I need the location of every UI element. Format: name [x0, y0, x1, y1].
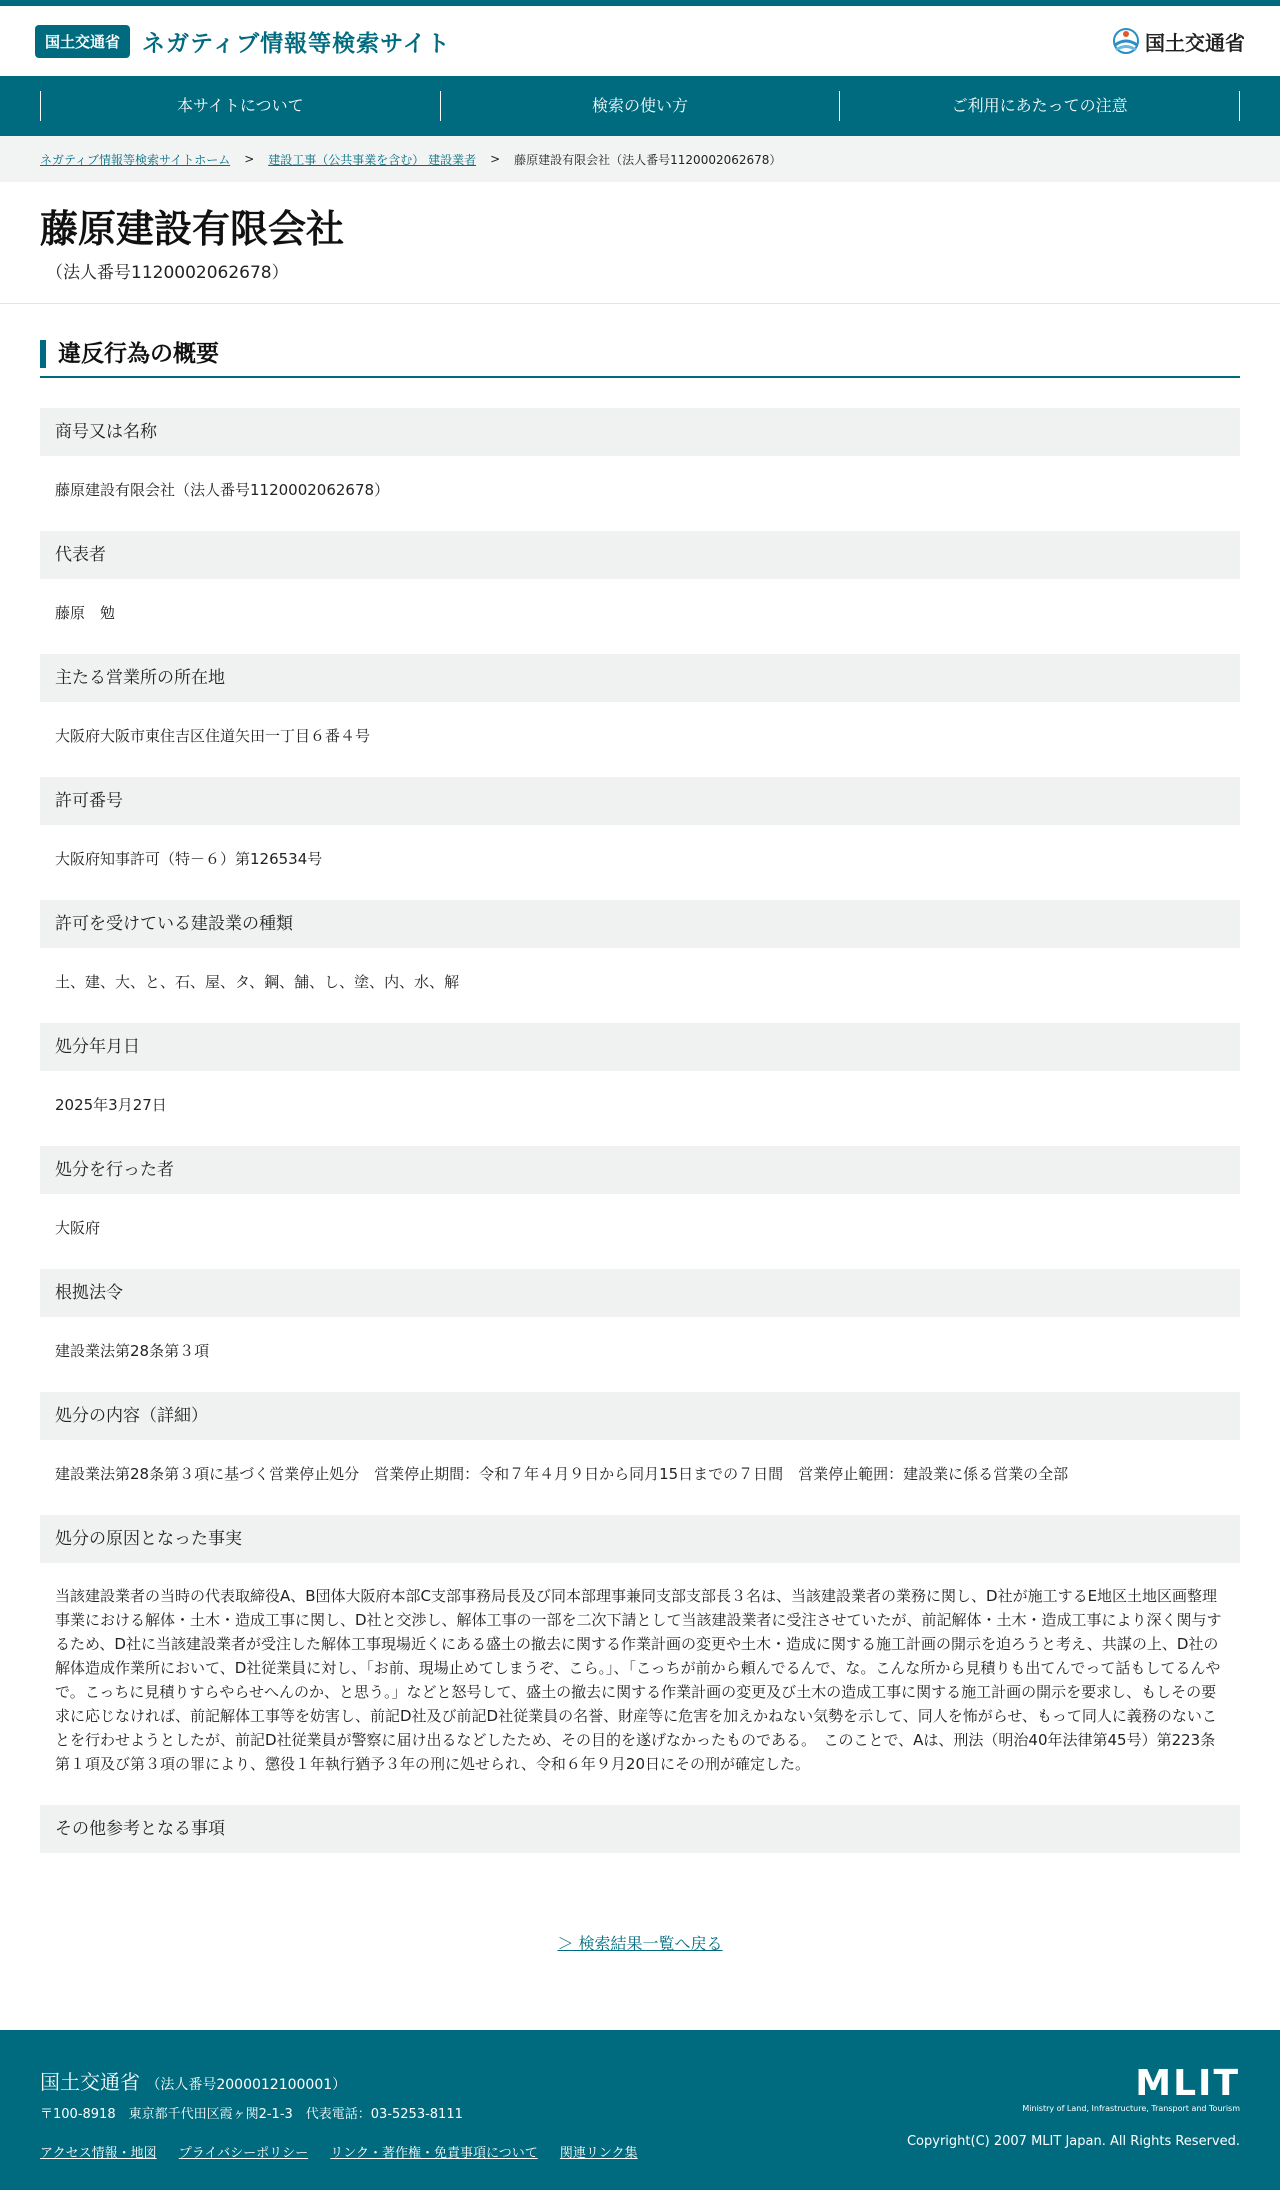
breadcrumb-category-link[interactable]: 建設工事（公共事業を含む） 建設業者 [268, 152, 477, 167]
ministry-badge: 国土交通省 [35, 25, 130, 58]
field-license-number [40, 777, 1240, 900]
breadcrumb [0, 136, 1280, 182]
footer-mlit-logo[interactable] [1022, 2063, 1240, 2113]
footer-org-name: 国土交通省 [40, 2070, 140, 2094]
field-label: 処分を行った者 [40, 1146, 1240, 1194]
main-content [0, 304, 1280, 1954]
footer-address: 〒100-8918 東京都千代田区霞ヶ関2-1-3 代表電話：03-5253-8111 [40, 2107, 463, 2122]
breadcrumb-home-link[interactable]: ネガティブ情報等検索サイトホーム [40, 152, 231, 167]
field-label: その他参考となる事項 [40, 1805, 1240, 1853]
copyright: Copyright(C) 2007 MLIT Japan. All Rights Reserved. [906, 2134, 1240, 2149]
field-license-types [40, 900, 1240, 1023]
field-label: 許可番号 [40, 777, 1240, 825]
field-label: 許可を受けている建設業の種類 [40, 900, 1240, 948]
footer-link-related[interactable]: 関連リンク集 [559, 2146, 638, 2161]
field-label: 代表者 [40, 531, 1240, 579]
field-value: 建設業法第28条第３項に基づく営業停止処分 営業停止期間：令和７年４月９日から同月15日までの７日間 営業停止範囲：建設業に係る営業の全部 [55, 1465, 1069, 1483]
field-representative [40, 531, 1240, 654]
field-value: 大阪府 [55, 1219, 101, 1237]
field-value: 大阪府大阪市東住吉区住道矢田一丁目６番４号 [55, 727, 371, 745]
field-main-office [40, 654, 1240, 777]
back-to-results-link[interactable]: ＞ 検索結果一覧へ戻る [557, 1934, 723, 1953]
nav-item-how-to-search[interactable]: 検索の使い方 [440, 91, 840, 121]
field-value: 大阪府知事許可（特－６）第126534号 [55, 850, 323, 868]
nav-item-usage-notes[interactable]: ご利用にあたっての注意 [839, 91, 1240, 121]
mlit-subtitle: Ministry of Land, Infrastructure, Transport and Tourism [1022, 2104, 1240, 2113]
global-nav [0, 76, 1280, 136]
logo-text: 国土交通省 [1145, 30, 1245, 55]
field-other-notes [40, 1805, 1240, 1853]
corp-number: （法人番号1120002062678） [46, 263, 289, 283]
footer-link-privacy[interactable]: プライバシーポリシー [178, 2146, 309, 2161]
back-link-area [40, 1931, 1240, 1954]
field-disposing-authority [40, 1146, 1240, 1269]
section-header [40, 340, 1240, 378]
field-value: 2025年3月27日 [55, 1096, 167, 1114]
field-disposition-details [40, 1392, 1240, 1515]
mlit-wordmark: MLIT [1135, 2063, 1240, 2104]
page-title: 藤原建設有限会社 [40, 207, 345, 251]
field-label: 主たる営業所の所在地 [40, 654, 1240, 702]
field-label: 処分年月日 [40, 1023, 1240, 1071]
field-value: 土、建、大、と、石、屋、タ、鋼、舗、し、塗、内、水、解 [55, 973, 460, 991]
field-value: 建設業法第28条第３項 [55, 1342, 210, 1360]
field-legal-basis [40, 1269, 1240, 1392]
site-footer [0, 2030, 1280, 2190]
breadcrumb-separator: > [244, 152, 255, 166]
nav-item-about[interactable]: 本サイトについて [40, 91, 440, 121]
section-title: 違反行為の概要 [40, 340, 1240, 368]
site-title: ネガティブ情報等検索サイト [142, 30, 451, 57]
field-value: 当該建設業者の当時の代表取締役A、B団体大阪府本部C支部事務局長及び同本部理事兼同支部支部長３名は、当該建設業者の業務に関し、D社が施工するE地区土地区画整理事業における解体・土木・造成工事に関し、D社と交渉し、解体工事の一部を二次下請として当該建設業者に受注させていたが、前記解体・土木・造成工事により深く関与するため、D社に当該建設業者が受注した解体工事現場近くにある盛土の撤去に関する作業計画の変更や土木・造成に関する施工計画の開示を迫ろうと考え、共謀の上、D社の解体造成作業所において、D社従業員に対し、「お前、現場止めてしまうぞ、こら。」、「こっちが前から頼んでるんで、な。こんな所から見積りも出てんでって話もしてるんやで。こっちに見積りすらやらせへんのか、と思う。」などと怒号して、盛土の撤去に関する作業計画の変更及び土木の造成工事に関する施工計画の開示を要求し、もしその要求に応じなければ、前記解体工事等を妨害し、前記D社及び前記D社従業員の名誉、財産等に危害を加えかねない気勢を示して、同人を怖がらせ、もって同人に義務のないことを行わせようとしたが、前記D社従業員が警察に届け出るなどしたため、その目的を遂げなかったものである。 このことで、Aは、刑法（明治40年法律第45号）第223条第１項及び第３項の罪により、懲役１年執行猶予３年の刑に処せられ、令和６年９月20日にその刑が確定した。 [55, 1587, 1222, 1773]
company-title-block [0, 182, 1280, 304]
violation-fields [40, 408, 1240, 1853]
field-disposition-date [40, 1023, 1240, 1146]
mlit-logo[interactable] [1111, 25, 1245, 57]
footer-org-number: （法人番号2000012100001） [146, 2077, 347, 2093]
wave-logo-icon [1111, 25, 1141, 57]
field-label: 商号又は名称 [40, 408, 1240, 456]
footer-link-copyright[interactable]: リンク・著作権・免責事項について [330, 2146, 538, 2161]
site-brand[interactable] [35, 25, 451, 58]
field-label: 処分の内容（詳細） [40, 1392, 1240, 1440]
breadcrumb-current: 藤原建設有限会社（法人番号1120002062678） [514, 152, 782, 167]
breadcrumb-separator: > [490, 152, 501, 166]
field-trade-name [40, 408, 1240, 531]
field-value: 藤原建設有限会社（法人番号1120002062678） [55, 481, 390, 499]
site-header [0, 6, 1280, 76]
field-label: 根拠法令 [40, 1269, 1240, 1317]
footer-link-access[interactable]: アクセス情報・地図 [40, 2146, 157, 2161]
field-value: 藤原 勉 [55, 604, 116, 622]
field-label: 処分の原因となった事実 [40, 1515, 1240, 1563]
field-cause-facts [40, 1515, 1240, 1805]
